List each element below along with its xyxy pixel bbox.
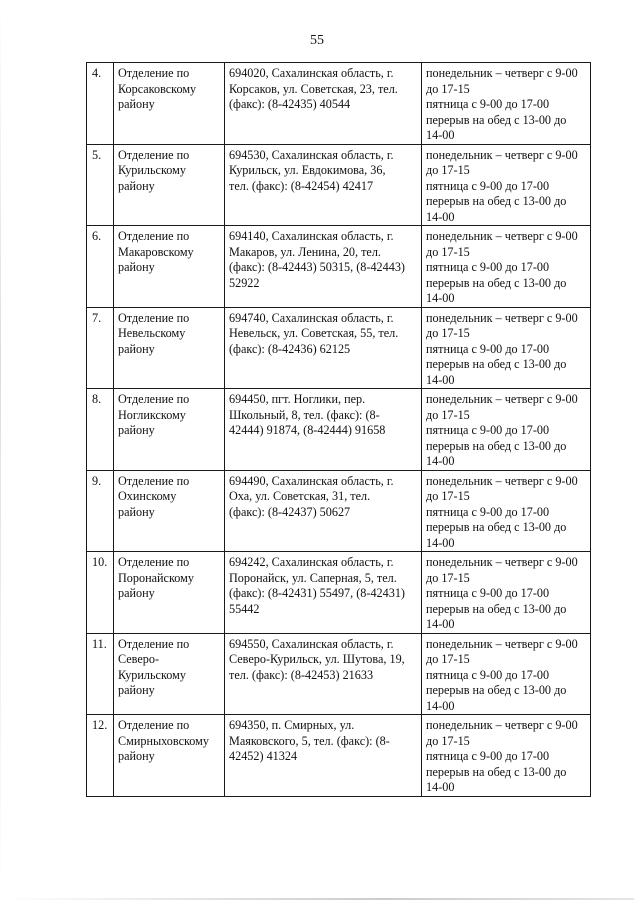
- office-address-cell: [225, 470, 422, 552]
- row-number-cell: [87, 552, 114, 634]
- table-row: [87, 226, 591, 308]
- office-name-cell: [114, 633, 225, 715]
- office-name-cell: [114, 63, 225, 145]
- table-row: [87, 552, 591, 634]
- office-hours-line: до 17-15: [426, 570, 470, 585]
- office-hours-line: понедельник – четверг с 9-00: [426, 66, 578, 80]
- office-name-cell: [114, 307, 225, 389]
- office-address-line: 694550, Сахалинская область, г.: [229, 636, 394, 651]
- office-hours-line: перерыв на обед с 13-00 до: [426, 438, 567, 453]
- office-address-line: тел. (факс): (8-42453) 21633: [229, 667, 374, 682]
- office-name-line: району: [118, 260, 155, 274]
- office-address-line: 694242, Сахалинская область, г.: [229, 555, 394, 569]
- office-hours-cell: [422, 226, 591, 308]
- office-address-cell: [225, 144, 422, 226]
- row-number: 5.: [92, 147, 102, 162]
- office-hours-line: пятница с 9-00 до 17-00: [426, 504, 550, 519]
- office-name-cell: [114, 144, 225, 226]
- office-hours-line: понедельник – четверг с 9-00: [426, 718, 578, 732]
- office-name-line: Отделение по: [118, 66, 190, 80]
- scan-edge-bottom: [0, 898, 634, 900]
- office-address-line: Оха, ул. Советская, 31, тел.: [229, 489, 371, 503]
- office-hours-line: понедельник – четверг с 9-00: [426, 310, 578, 325]
- office-hours-line: пятница с 9-00 до 17-00: [426, 178, 550, 193]
- office-name-line: району: [118, 749, 155, 763]
- office-hours-line: до 17-15: [426, 407, 470, 422]
- office-hours-cell: [422, 470, 591, 552]
- office-hours-line: 14-00: [426, 780, 455, 794]
- office-hours-line: пятница с 9-00 до 17-00: [426, 586, 550, 600]
- office-name-line: Невельскому: [118, 326, 186, 340]
- office-address-line: 55442: [229, 601, 260, 616]
- office-hours-cell: [422, 552, 591, 634]
- office-address-line: тел. (факс): (8-42454) 42417: [229, 178, 374, 193]
- office-address-line: Северо-Курильск, ул. Шутова, 19,: [229, 652, 405, 666]
- table-row: [87, 715, 591, 797]
- office-hours-line: пятница с 9-00 до 17-00: [426, 341, 550, 356]
- table-row: [87, 470, 591, 552]
- office-hours-line: понедельник – четверг с 9-00: [426, 229, 578, 243]
- office-name-line: району: [118, 178, 155, 193]
- office-hours-line: перерыв на обед с 13-00 до: [426, 601, 567, 616]
- office-address-line: Невельск, ул. Советская, 55, тел.: [229, 326, 399, 340]
- table-row: [87, 633, 591, 715]
- office-address-line: Маяковского, 5, тел. (факс): (8-: [229, 733, 390, 748]
- row-number: 6.: [92, 229, 102, 243]
- table-row: [87, 389, 591, 471]
- office-address-line: 694450, пгт. Ноглики, пер.: [229, 392, 366, 406]
- row-number-cell: [87, 633, 114, 715]
- office-hours-line: до 17-15: [426, 81, 470, 96]
- office-address-line: 694490, Сахалинская область, г.: [229, 473, 394, 488]
- office-hours-line: понедельник – четверг с 9-00: [426, 147, 578, 162]
- office-name-line: Курильскому: [118, 667, 186, 682]
- office-hours-line: перерыв на обед с 13-00 до: [426, 764, 567, 779]
- office-hours-line: перерыв на обед с 13-00 до: [426, 520, 567, 534]
- office-name-cell: [114, 389, 225, 471]
- office-name-line: Отделение по: [118, 473, 190, 488]
- office-hours-line: до 17-15: [426, 733, 470, 748]
- row-number: 10.: [92, 555, 108, 569]
- office-hours-line: пятница с 9-00 до 17-00: [426, 667, 550, 682]
- table-row: [87, 144, 591, 226]
- office-name-line: Корсаковскому: [118, 81, 197, 96]
- office-address-line: (факс): (8-42435) 40544: [229, 97, 351, 111]
- office-hours-line: понедельник – четверг с 9-00: [426, 473, 578, 488]
- office-address-cell: [225, 307, 422, 389]
- page-number: 55: [310, 33, 324, 48]
- office-hours-line: 14-00: [426, 617, 455, 631]
- office-hours-line: 14-00: [426, 535, 455, 550]
- office-name-line: Поронайскому: [118, 570, 194, 585]
- office-address-line: 42452) 41324: [229, 749, 298, 763]
- office-name-line: Макаровскому: [118, 244, 194, 259]
- office-hours-line: 14-00: [426, 698, 455, 713]
- office-name-line: Ногликскому: [118, 407, 186, 422]
- row-number-cell: [87, 226, 114, 308]
- office-address-line: (факс): (8-42436) 62125: [229, 341, 351, 356]
- office-hours-cell: [422, 144, 591, 226]
- row-number-cell: [87, 715, 114, 797]
- office-name-line: району: [118, 683, 155, 697]
- office-name-line: Отделение по: [118, 229, 190, 243]
- office-name-cell: [114, 470, 225, 552]
- office-name-line: Отделение по: [118, 555, 190, 569]
- office-address-line: 52922: [229, 275, 260, 290]
- office-name-line: Отделение по: [118, 636, 190, 651]
- office-hours-line: пятница с 9-00 до 17-00: [426, 260, 550, 274]
- office-hours-line: до 17-15: [426, 244, 470, 259]
- row-number-cell: [87, 144, 114, 226]
- row-number: 8.: [92, 392, 102, 406]
- office-name-cell: [114, 552, 225, 634]
- office-name-line: Отделение по: [118, 392, 190, 406]
- office-address-line: 694140, Сахалинская область, г.: [229, 229, 394, 243]
- office-hours-line: перерыв на обед с 13-00 до: [426, 275, 567, 290]
- office-name-cell: [114, 715, 225, 797]
- office-hours-line: понедельник – четверг с 9-00: [426, 555, 578, 569]
- office-hours-line: 14-00: [426, 454, 455, 468]
- office-hours-line: пятница с 9-00 до 17-00: [426, 97, 550, 111]
- row-number: 12.: [92, 718, 108, 732]
- office-address-cell: [225, 226, 422, 308]
- office-address-cell: [225, 552, 422, 634]
- row-number-cell: [87, 63, 114, 145]
- office-name-line: Отделение по: [118, 310, 190, 325]
- table-row: [87, 63, 591, 145]
- office-address-line: 42444) 91874, (8-42444) 91658: [229, 423, 386, 437]
- office-name-line: Курильскому: [118, 163, 186, 177]
- office-hours-cell: [422, 63, 591, 145]
- office-hours-cell: [422, 633, 591, 715]
- office-hours-line: понедельник – четверг с 9-00: [426, 392, 578, 406]
- office-name-line: Охинскому: [118, 489, 177, 503]
- offices-schedule-table: [86, 62, 591, 797]
- office-hours-line: перерыв на обед с 13-00 до: [426, 112, 567, 127]
- office-hours-line: перерыв на обед с 13-00 до: [426, 194, 567, 208]
- scan-edge-left: [0, 0, 1, 904]
- office-name-line: району: [118, 586, 155, 600]
- office-address-line: (факс): (8-42443) 50315, (8-42443): [229, 260, 405, 274]
- table-row: [87, 307, 591, 389]
- office-name-line: району: [118, 504, 155, 519]
- row-number: 11.: [92, 636, 107, 651]
- office-address-line: Курильск, ул. Евдокимова, 36,: [229, 163, 386, 177]
- office-hours-line: до 17-15: [426, 163, 470, 177]
- office-address-line: 694020, Сахалинская область, г.: [229, 66, 394, 80]
- office-name-line: Отделение по: [118, 718, 190, 732]
- office-name-line: Отделение по: [118, 147, 190, 162]
- office-name-line: району: [118, 341, 155, 356]
- row-number: 9.: [92, 473, 102, 488]
- office-address-cell: [225, 715, 422, 797]
- office-hours-line: 14-00: [426, 291, 455, 305]
- row-number: 4.: [92, 66, 102, 80]
- office-address-cell: [225, 633, 422, 715]
- office-name-line: району: [118, 97, 155, 111]
- office-name-line: району: [118, 423, 155, 437]
- row-number: 7.: [92, 310, 102, 325]
- office-address-line: Школьный, 8, тел. (факс): (8-: [229, 407, 380, 422]
- office-address-line: 694350, п. Смирных, ул.: [229, 718, 355, 732]
- office-address-line: (факс): (8-42431) 55497, (8-42431): [229, 586, 405, 600]
- office-hours-line: пятница с 9-00 до 17-00: [426, 749, 550, 763]
- office-address-line: Макаров, ул. Ленина, 20, тел.: [229, 244, 381, 259]
- office-hours-line: до 17-15: [426, 652, 470, 666]
- row-number-cell: [87, 389, 114, 471]
- office-hours-line: до 17-15: [426, 326, 470, 340]
- row-number-cell: [87, 307, 114, 389]
- office-address-line: Корсаков, ул. Советская, 23, тел.: [229, 81, 398, 96]
- office-hours-line: пятница с 9-00 до 17-00: [426, 423, 550, 437]
- office-hours-line: 14-00: [426, 128, 455, 142]
- office-name-line: Северо-: [118, 652, 160, 666]
- office-address-cell: [225, 63, 422, 145]
- office-hours-cell: [422, 715, 591, 797]
- office-name-line: Смирныховскому: [118, 733, 209, 748]
- office-hours-line: перерыв на обед с 13-00 до: [426, 683, 567, 697]
- office-address-line: 694740, Сахалинская область, г.: [229, 310, 394, 325]
- office-hours-line: понедельник – четверг с 9-00: [426, 636, 578, 651]
- table-body: [87, 63, 591, 797]
- office-hours-cell: [422, 307, 591, 389]
- office-hours-line: до 17-15: [426, 489, 470, 503]
- office-address-line: Поронайск, ул. Саперная, 5, тел.: [229, 570, 397, 585]
- office-address-cell: [225, 389, 422, 471]
- office-address-line: (факс): (8-42437) 50627: [229, 504, 351, 519]
- office-hours-line: перерыв на обед с 13-00 до: [426, 357, 567, 371]
- office-address-line: 694530, Сахалинская область, г.: [229, 147, 394, 162]
- office-hours-line: 14-00: [426, 372, 455, 387]
- office-hours-line: 14-00: [426, 209, 455, 224]
- row-number-cell: [87, 470, 114, 552]
- office-name-cell: [114, 226, 225, 308]
- office-hours-cell: [422, 389, 591, 471]
